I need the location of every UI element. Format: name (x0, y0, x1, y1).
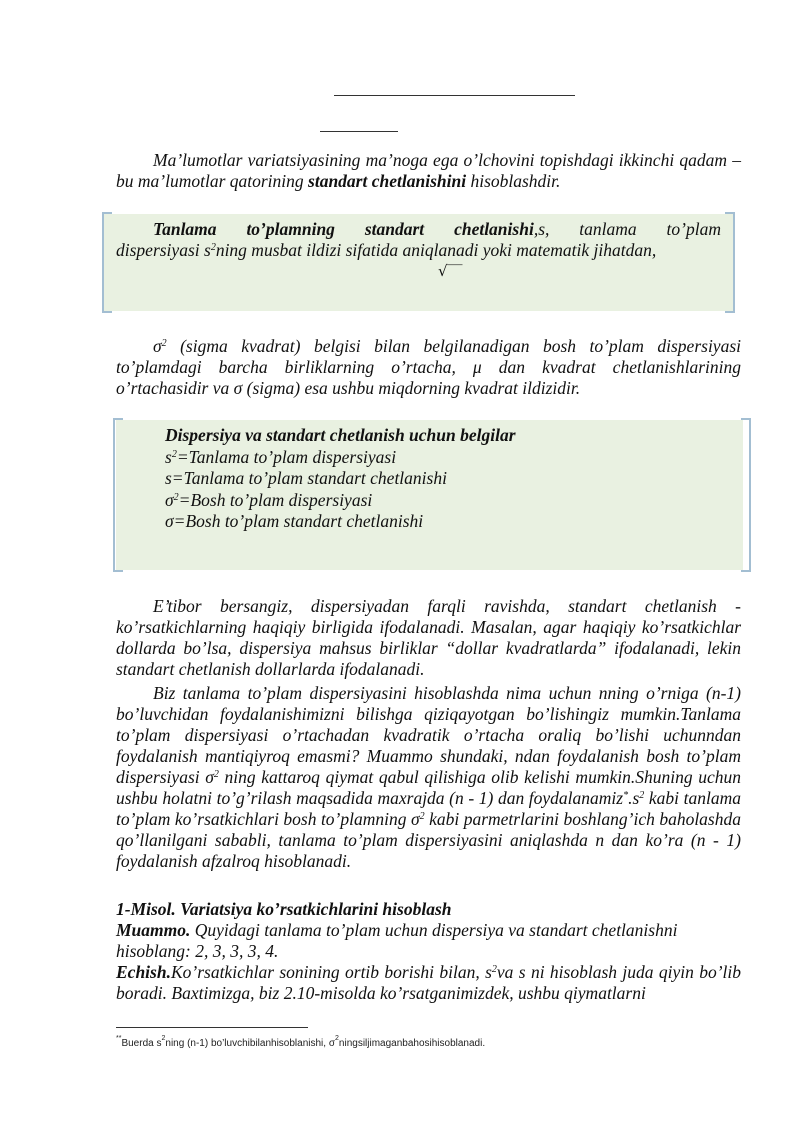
example-solution: Echish.Ko’rsatkichlar sonining ortib borishi bilan, $s^2va$ s ni hisoblash juda qiyin bo’lib boradi. Baxtimizga, biz 2.10-misolda ko’rsatganimizdek, ushbu qiymatlarni (116, 962, 741, 1003)
footnote: **Buerda $s^2ning$ (n-1) bo’luvchibilanhisoblanishi, $\sigma^2ningsiljimaganbahosihisoblanadi$. (116, 1035, 486, 1049)
problem-label: Muammo. (116, 920, 191, 940)
intro-text: Ma’lumotlar variatsiyasining ma’noga ega o’lchovini topishdagi ikkinchi qadam – bu ma’lumotlar qatorining (116, 150, 741, 191)
definition-line-2: dispersiyasi $s^2ning$ musbat ildizi sifatida aniqlanadi yoki matematik jihatdan, (116, 240, 657, 260)
intro-bold-term: standart chetlanishini (308, 171, 467, 191)
definition-title: Tanlama to’plamning standart chetlanishi (153, 219, 534, 239)
example-problem: Muammo. Quyidagi tanlama to’plam uchun dispersiya va standart chetlanishni hisoblang: 2, 3, 3, 3, 4. (116, 920, 678, 961)
population-variance-paragraph: $\sigma^2$ (sigma kvadrat) belgisi bilan belgilanadigan bosh to’plam dispersiyasi to’plamdagi barcha birliklarning o’rtacha, μ dan kvadrat chetlanishlarining o’rtachasidir va σ (sigma) esa ushbu miqdorning kvadrat ildizidir. (116, 336, 741, 398)
footnote-separator (116, 1027, 308, 1028)
intro-paragraph (116, 150, 741, 192)
notation-item-population-sd: σ=Bosh to’plam standart chetlanishi (165, 511, 424, 531)
intro-text-end: hisoblashdir. (466, 171, 561, 191)
header-rule-short (320, 131, 398, 132)
sqrt-formula: √‾‾ (438, 262, 463, 280)
units-paragraph: E’tibor bersangiz, dispersiyadan farqli ravishda, standart chetlanish - ko’rsatkichlarning haqiqiy birligida ifodalanadi. Masalan, agar haqiqiy ko’rsatkichlar dollarda bo’lsa, dispersiya mahsus birliklar “dollar kvadratlarda” ifodalanadi, lekin standart chetlanish dollarlarda ifodalanadi. (116, 596, 741, 679)
notation-list (165, 425, 725, 533)
definition-box-right-bracket (725, 212, 735, 313)
definition-text (116, 219, 721, 261)
solution-label: Echish. (116, 962, 171, 982)
n-minus-one-paragraph: Biz tanlama to’plam dispersiyasini hisoblashda nima uchun nning o’rniga (n-1) bo’luvchidan foydalanishimizni bilishga qiziqayotgan bo’lishingiz mumkin.Tanlama to’plam dispersiyasi o’rtachadan kvadratik o’rtacha oraliq bo’lishi uchunndan foydalanish mantiqiyroq emasmi? Muammo shundaki, ndan foydalanish bosh to’plam dispersiyasi $\sigma^2$ ning kattaroq qiymat qabul qilishiga olib kelishi mumkin.Shuning uchun ushbu holatni to’g’rilash maqsadida maxrajda (n - 1) dan $foydalanamiz^*.s^2$ kabi tanlama to’plam ko’rsatkichlari bosh to’plamning $\sigma^2$ kabi parmetrlarini boshlang’ich baholashda qo’llanilgani sababli, tanlama to’plam dispersiyasini aniqlashda n dan ko’ra (n - 1) foydalanish afzalroq hisoblanadi. (116, 683, 741, 871)
notation-item-sample-sd: s=Tanlama to’plam standart chetlanishi (165, 468, 447, 488)
notation-item-sample-variance: $s^2=Tanlama$ to’plam dispersiyasi (165, 446, 397, 467)
notation-item-population-variance: $\sigma^2=Bosh$ to’plam dispersiyasi (165, 489, 373, 510)
definition-title-suffix: ,s, tanlama to’plam (533, 219, 721, 239)
definition-box-left-bracket (102, 212, 112, 313)
notation-box-left-bracket (113, 418, 123, 572)
notation-title: Dispersiya va standart chetlanish uchun belgilar (165, 425, 516, 445)
example-heading: 1-Misol. Variatsiya ko’rsatkichlarini hisoblash (116, 899, 452, 919)
header-rule-long (334, 95, 575, 96)
notation-box-right-bracket (741, 418, 751, 572)
definition-line-1 (116, 219, 721, 240)
